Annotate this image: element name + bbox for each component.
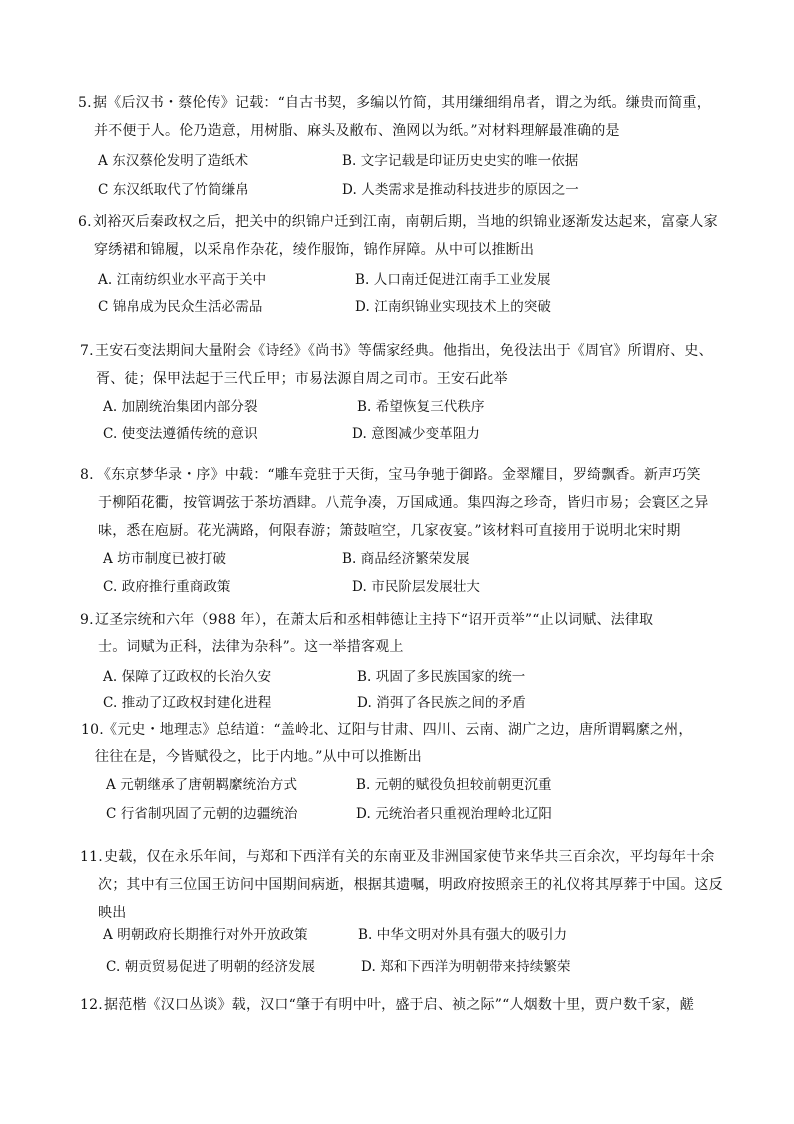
- question-text-line: 穿绣裙和锦履，以采帛作杂花，绫作服饰，锦作屏障。从中可以推断出: [94, 242, 535, 258]
- question-number: 11.: [80, 849, 103, 865]
- option-d: D. 市民阶层发展壮大: [352, 579, 481, 595]
- option-c: C 东汉纸取代了竹简缣帛: [98, 182, 249, 198]
- option-b: B. 文字记载是印证历史史实的唯一依据: [342, 153, 579, 169]
- question-text-line: 于柳陌花衢，按管调弦于茶坊酒肆。八荒争凑，万国咸通。集四海之珍奇，皆归市易；会寰区之异: [98, 495, 709, 511]
- question-text-line: 往往在是，今皆赋役之，比于内地。”从中可以推断出: [95, 749, 422, 765]
- option-d: D. 消弭了各民族之间的矛盾: [357, 695, 526, 711]
- question-text-line: 刘裕灭后秦政权之后，把关中的织锦户迁到江南，南朝后期，当地的织锦业逐渐发达起来，富豪人家: [93, 214, 718, 230]
- option-d: D. 江南织锦业实现技术上的突破: [355, 299, 552, 315]
- option-c: C. 使变法遵循传统的意识: [103, 426, 258, 442]
- question-text-line: 并不便于人。伦乃造意，用树脂、麻头及敝布、渔网以为纸。”对材料理解最准确的是: [94, 123, 620, 139]
- question-text-line: 辽圣宗统和六年（988 年），在萧太后和丞相韩德让主持下“诏开贡举”“止以词赋、法律取: [95, 612, 654, 628]
- question-number: 5.: [78, 95, 92, 111]
- option-a: A 明朝政府长期推行对外开放政策: [103, 927, 308, 943]
- option-c: C. 朝贡贸易促进了明朝的经济发展: [106, 959, 316, 975]
- question-text-line: 《元史・地理志》总结道：“盖岭北、辽阳与甘肃、四川、云南、湖广之边，唐所谓羁縻之州，: [103, 722, 693, 738]
- question-text-line: 味，悉在庖厨。花光满路，何限春游；箫鼓喧空，几家夜宴。”该材料可直接用于说明北宋时期: [98, 523, 681, 539]
- option-b: B. 希望恢复三代秩序: [357, 399, 485, 415]
- option-a: A 元朝继承了唐朝羁縻统治方式: [106, 777, 298, 793]
- option-d: D. 人类需求是推动科技进步的原因之一: [342, 182, 579, 198]
- question-number: 10.: [81, 722, 104, 738]
- option-b: B. 人口南迁促进江南手工业发展: [355, 272, 551, 288]
- option-d: D. 郑和下西洋为明朝带来持续繁荣: [361, 959, 571, 975]
- question-number: 6.: [78, 214, 92, 230]
- option-a: A. 江南纺织业水平高于关中: [98, 272, 267, 288]
- option-b: B. 商品经济繁荣发展: [342, 551, 470, 567]
- option-b: B. 巩固了多民族国家的统一: [357, 669, 526, 685]
- option-d: D. 元统治者只重视治理岭北辽阳: [356, 806, 553, 822]
- option-a: A 东汉蔡伦发明了造纸术: [98, 153, 249, 169]
- question-text-line: 映出: [98, 905, 127, 921]
- question-number: 7.: [80, 343, 94, 359]
- option-b: B. 元朝的赋役负担较前朝更沉重: [356, 777, 552, 793]
- question-text-line: 王安石变法期间大量附会《诗经》《尚书》等儒家经典。他指出，免役法出于《周官》所谓府、史、: [95, 343, 713, 359]
- option-a: A. 加剧统治集团内部分裂: [103, 399, 258, 415]
- option-c: C 行省制巩固了元朝的边疆统治: [106, 806, 298, 822]
- option-c: C 锦帛成为民众生活必需品: [98, 299, 263, 315]
- option-a: A 坊市制度已被打破: [103, 551, 227, 567]
- question-number: 8.: [80, 467, 94, 483]
- option-c: C. 政府推行重商政策: [103, 579, 231, 595]
- option-a: A. 保障了辽政权的长治久安: [103, 669, 272, 685]
- question-number: 9.: [80, 612, 94, 628]
- question-text-line: 《东京梦华录・序》中载：“雕车竞驻于天街，宝马争驰于御路。金翠耀目，罗绮飘香。新声巧笑: [97, 467, 701, 483]
- question-text-line: 胥、徒；保甲法起于三代丘甲；市易法源自周之司市。王安石此举: [96, 371, 508, 387]
- option-d: D. 意图减少变革阻力: [352, 426, 481, 442]
- question-text-line: 据范楷《汉口丛谈》载，汉口“肇于有明中叶，盛于启、祯之际”“人烟数十里，贾户数千家，鹾: [104, 997, 695, 1013]
- question-text-line: 次；其中有三位国王访问中国期间病逝，根据其遗嘱，明政府按照亲王的礼仪将其厚葬于中国。这反: [98, 877, 723, 893]
- option-c: C. 推动了辽政权封建化进程: [103, 695, 272, 711]
- question-text-line: 史载，仅在永乐年间，与郑和下西洋有关的东南亚及非洲国家使节来华共三百余次，平均每年十余: [104, 849, 715, 865]
- option-b: B. 中华文明对外具有强大的吸引力: [358, 927, 568, 943]
- question-text-line: 据《后汉书・蔡伦传》记载：“自古书契，多编以竹简，其用缣细绢帛者，谓之为纸。缣贵而简重，: [93, 95, 711, 111]
- question-text-line: 士。词赋为正科，法律为杂科”。这一举措客观上: [98, 639, 404, 655]
- question-number: 12.: [80, 997, 103, 1013]
